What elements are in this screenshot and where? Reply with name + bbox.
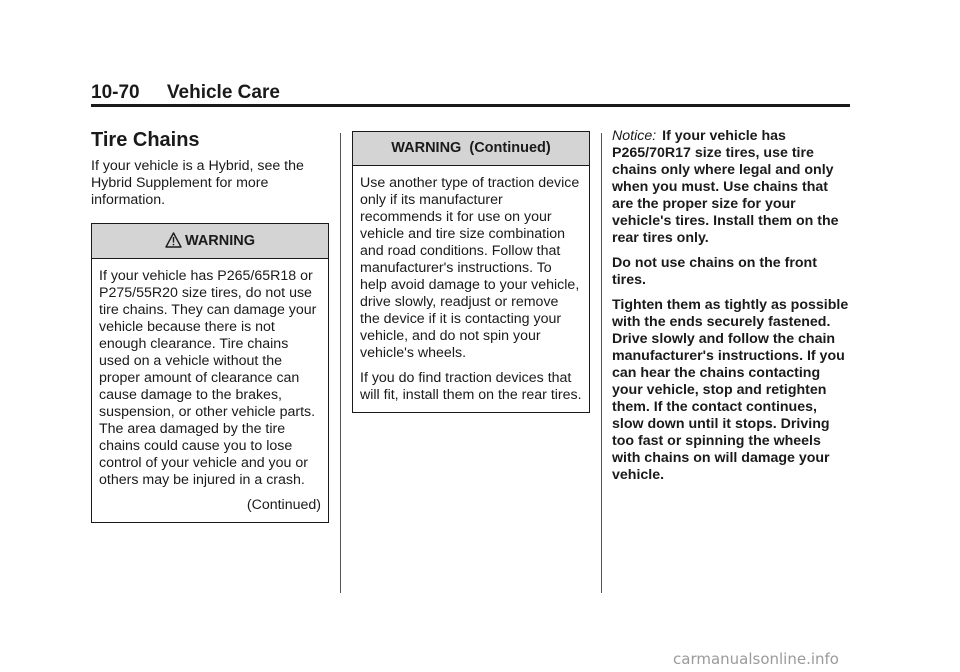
- right-column: [612, 128, 852, 492]
- warning-continued-body: [353, 166, 589, 412]
- warning-body: [92, 259, 328, 522]
- tighten-paragraph: Tighten them as tightly as possible with the ends securely fastened. Drive slowly and follow the chain manufacturer's instructions. If you can hear the chains contacting your vehicle, stop and retighten them. If the contact continues, slow down until it stops. Driving too fast or spinning the wheels with chains on will damage your vehicle.: [612, 297, 849, 483]
- warning-text: If your vehicle has P265/65R18 or P275/55R20 size tires, do not use tire chains. They can damage your vehicle because there is not enough clearance. Tire chains used on a vehicle without the proper amount of clearance can cause damage to the brakes, suspension, or other vehicle parts. The area damaged by the tire chains could cause you to lose control of your vehicle and you or others may be injured in a crash.: [99, 268, 317, 488]
- left-column: [91, 128, 329, 523]
- warning-paragraph-1: Use another type of traction device only if its manufacturer recommends it for use on your vehicle and tire size combination and road conditions. Follow that manufacturer's instructions. To help avoid damage to your vehicle, drive slowly, readjust or remove the device if it is contacting your vehicle, and do not spin your vehicle's wheels.: [360, 175, 580, 361]
- notice-paragraph: [612, 128, 852, 247]
- warning-continued-header: WARNING (Continued): [353, 132, 589, 166]
- front-tires-paragraph: Do not use chains on the front tires.: [612, 255, 817, 288]
- warning-box: [91, 223, 329, 523]
- section-title: Vehicle Care: [166, 82, 280, 103]
- column-divider-left: [340, 133, 341, 593]
- warning-title: WARNING: [184, 233, 256, 249]
- header-rule: [91, 104, 850, 107]
- watermark: carmanualsonline.info: [673, 650, 839, 668]
- continued-label: (Continued): [246, 497, 321, 513]
- page-header: [91, 82, 280, 104]
- notice-text: If your vehicle has P265/70R17 size tires, use tire chains only where legal and only when you must. Use chains that are the proper size for your vehicle's tires. Install them on the rear tires only.: [612, 128, 839, 246]
- section-heading: Tire Chains: [91, 129, 200, 151]
- warning-continued-box: [352, 131, 590, 413]
- intro-paragraph: If your vehicle is a Hybrid, see the Hybrid Supplement for more information.: [91, 158, 304, 208]
- warning-header: [92, 224, 328, 259]
- warning-paragraph-2: If you do find traction devices that will fit, install them on the rear tires.: [360, 370, 582, 403]
- notice-label: Notice:: [612, 128, 657, 144]
- column-divider-right: [601, 133, 602, 593]
- page-number: 10-70: [91, 82, 140, 103]
- warning-triangle-icon: [165, 232, 182, 248]
- middle-column: [352, 131, 590, 413]
